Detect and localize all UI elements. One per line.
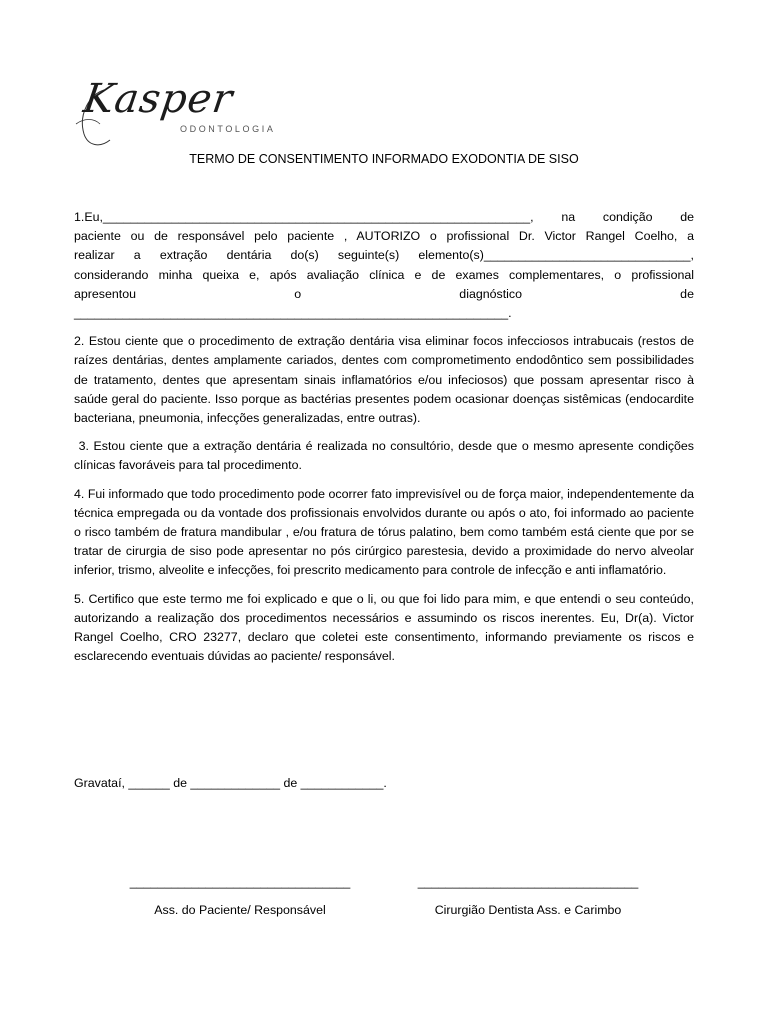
paragraph-2: 2. Estou ciente que o procedimento de extração dentária visa eliminar focos infecciosos intrabucais (restos de raízes dentárias, dentes amplamente cariados, dentes com comprometimento endodôntico sem possibilidades de tratamento, dentes que apresentam sinais inflamatórios e/ou infeciosos) que possam apresentar risco à saúde geral do paciente. Isso porque as bactérias presentes podem ocasionar doenças sistêmicas (endocardite bacteriana, pneumonia, infecções generalizadas, entre outras). xyxy=(74,334,694,426)
paragraph-1-line-3: realizar a extração dentária do(s) seguinte(s) elemento(s)______________________________, xyxy=(74,248,694,263)
document-title: TERMO DE CONSENTIMENTO INFORMADO EXODONTIA DE SISO xyxy=(189,152,579,166)
patient-signature-label: Ass. do Paciente/ Responsável xyxy=(154,903,326,917)
paragraph-1-line-6: _______________________________________________________________. xyxy=(74,306,512,321)
line-5-word-1: apresentou xyxy=(74,286,137,301)
patient-signature-line: ________________________________ xyxy=(129,875,351,889)
logo-brand: Kasper xyxy=(80,76,236,122)
dentist-signature-label: Cirurgião Dentista Ass. e Carimbo xyxy=(434,903,622,917)
paragraph-1-line-1: 1.Eu,______________________________________________________________, na condição de xyxy=(74,210,694,224)
logo-subtitle: ODONTOLOGIA xyxy=(180,124,276,134)
paragraph-5: 5. Certifico que este termo me foi explicado e que o li, ou que foi lido para mim, e que entendi o seu conteúdo, autorizando a realização dos procedimentos necessários e assumindo os riscos inerentes. Eu, Dr(a). Victor Rangel Coelho, CRO 23277, declaro que coletei este consentimento, informando previamente os riscos e esclarecendo eventuais dúvidas ao paciente/ responsável. xyxy=(74,591,694,664)
dentist-signature-line: ________________________________ xyxy=(417,875,639,889)
patient-signature-block xyxy=(120,868,360,924)
paragraph-1-line-5 xyxy=(74,285,694,304)
line-5-word-2: o xyxy=(294,286,302,301)
paragraph-3: 3. Estou ciente que a extração dentária é realizada no consultório, desde que o mesmo apresente condições clínicas favoráveis para tal procedimento. xyxy=(74,439,698,473)
kasper-odontologia-logo xyxy=(70,76,276,154)
line-5-word-4: de xyxy=(680,286,694,301)
date-line: Gravataí, ______ de _____________ de ____________. xyxy=(74,776,387,790)
document-body xyxy=(74,208,698,675)
paragraph-1-line-2: paciente ou de responsável pelo paciente , AUTORIZO o profissional Dr. Victor Rangel Coelho, a xyxy=(74,229,694,244)
paragraph-1-line-4: considerando minha queixa e, após avaliação clínica e de exames complementares, o profissional xyxy=(74,267,694,282)
dentist-signature-block xyxy=(408,868,648,924)
paragraph-4: 4. Fui informado que todo procedimento pode ocorrer fato imprevisível ou de força maior, independentemente da técnica empregada ou da vontade dos profissionais envolvidos durante ou após o ato, foi informado ao paciente o risco também de fratura mandibular , e/ou fratura de tórus palatino, bem como também está ciente que por se tratar de cirurgia de siso pode apresentar no pós cirúrgico parestesia, devido a proximidade do nervo alveolar inferior, trismo, alveolite e infecções, foi prescrito medicamento para controle de infecção e anti inflamatório. xyxy=(74,486,694,578)
paragraph-1 xyxy=(74,208,694,323)
line-5-word-3: diagnóstico xyxy=(459,286,522,301)
